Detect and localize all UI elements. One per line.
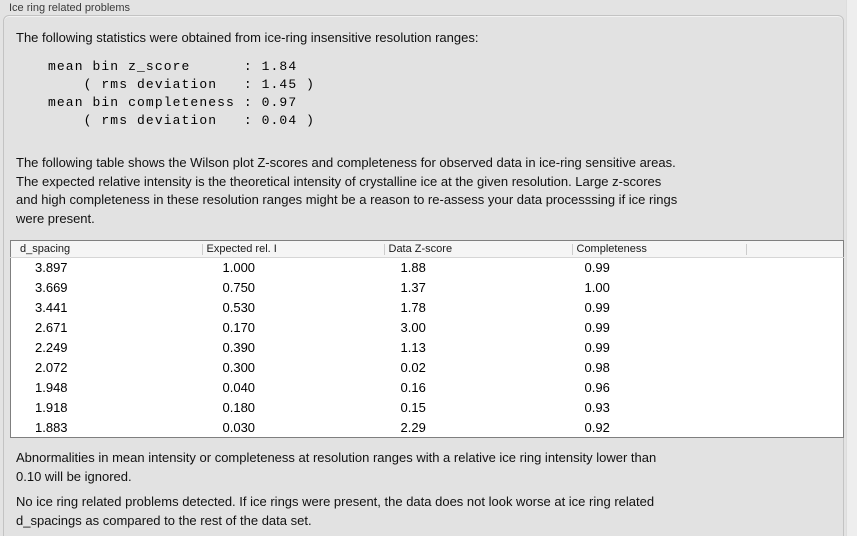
conclusion-text bbox=[16, 493, 654, 530]
table-body bbox=[11, 258, 844, 438]
table-cell-filler bbox=[747, 278, 844, 298]
table-row[interactable] bbox=[11, 338, 844, 358]
table-cell: 1.918 bbox=[35, 400, 68, 415]
text-line: were present. bbox=[16, 210, 95, 226]
text-line: No ice ring related problems detected. If ice rings were present, the data does not look worse at ice ring related bbox=[16, 494, 655, 509]
table-cell: 0.96 bbox=[584, 380, 610, 395]
table-cell: 1.78 bbox=[400, 300, 426, 315]
table-cell: 1.00 bbox=[584, 280, 610, 295]
intro-text: The following statistics were obtained from ice-ring insensitive resolution ranges: bbox=[16, 30, 479, 45]
table-cell: 0.98 bbox=[584, 360, 610, 375]
table-row[interactable] bbox=[11, 358, 844, 378]
table-row[interactable] bbox=[11, 258, 844, 278]
text-line: and high completeness in these resolution ranges might be a reason to re-assess your data processsing if ice rings bbox=[16, 192, 678, 207]
table-cell: 0.99 bbox=[584, 340, 610, 355]
column-header-expected-rel-i[interactable]: Expected rel. I bbox=[203, 241, 385, 258]
table-cell: 0.040 bbox=[222, 380, 256, 395]
table-cell: 0.15 bbox=[400, 400, 426, 415]
column-header-completeness[interactable]: Completeness bbox=[573, 241, 747, 258]
ignore-threshold-note bbox=[16, 449, 656, 486]
table-row[interactable] bbox=[11, 398, 844, 418]
table-cell: 0.93 bbox=[584, 400, 610, 415]
table-cell-filler bbox=[747, 338, 844, 358]
table-cell: 3.897 bbox=[35, 260, 68, 276]
text-line: mean bin completeness : 0.97 bbox=[48, 95, 298, 110]
text-line: The following table shows the Wilson plot Z-scores and completeness for observed data in ice-ring sensitive areas. bbox=[16, 155, 676, 170]
table-cell: 1.000 bbox=[222, 260, 256, 276]
column-header-filler bbox=[747, 241, 844, 258]
stats-block bbox=[48, 58, 315, 130]
ice-ring-table[interactable] bbox=[10, 240, 844, 438]
table-cell: 0.030 bbox=[222, 419, 256, 435]
table-row[interactable] bbox=[11, 378, 844, 398]
table-cell: 0.170 bbox=[222, 320, 256, 335]
text-line: ( rms deviation : 1.45 ) bbox=[48, 77, 316, 92]
text-line: 0.10 will be ignored. bbox=[16, 468, 132, 484]
table-row[interactable] bbox=[11, 318, 844, 338]
table-cell-filler bbox=[747, 258, 844, 278]
table-cell: 0.300 bbox=[222, 360, 256, 375]
table-description bbox=[16, 154, 677, 228]
table-cell: 0.180 bbox=[222, 400, 256, 415]
table-cell: 0.99 bbox=[584, 320, 610, 335]
table-row[interactable] bbox=[11, 298, 844, 318]
table-cell: 0.02 bbox=[400, 360, 426, 375]
table-cell: 2.249 bbox=[35, 340, 68, 355]
table-cell: 0.99 bbox=[584, 260, 610, 276]
column-header-d-spacing[interactable]: d_spacing bbox=[11, 241, 203, 258]
table-cell: 2.072 bbox=[35, 360, 68, 375]
table-cell: 1.13 bbox=[400, 340, 426, 355]
table-cell: 3.441 bbox=[35, 300, 68, 315]
table-row[interactable] bbox=[11, 418, 844, 438]
column-header-data-z-score[interactable]: Data Z-score bbox=[385, 241, 573, 258]
table-cell: 0.16 bbox=[400, 380, 426, 395]
table-cell: 1.948 bbox=[35, 380, 68, 395]
scrollbar-track[interactable] bbox=[846, 0, 857, 536]
table-cell: 1.88 bbox=[400, 260, 426, 276]
table-cell: 0.530 bbox=[222, 300, 256, 315]
table-cell: 1.37 bbox=[400, 280, 426, 295]
table-cell-filler bbox=[747, 298, 844, 318]
table-cell: 0.750 bbox=[222, 280, 256, 295]
table-cell-filler bbox=[747, 398, 844, 418]
table-cell: 3.00 bbox=[400, 320, 426, 335]
table-cell-filler bbox=[747, 318, 844, 338]
text-line: d_spacings as compared to the rest of the data set. bbox=[16, 512, 312, 528]
table-cell: 2.29 bbox=[400, 419, 426, 435]
text-line: ( rms deviation : 0.04 ) bbox=[48, 113, 316, 128]
panel-title: Ice ring related problems bbox=[9, 2, 131, 14]
table-cell: 0.99 bbox=[584, 300, 610, 315]
table-row[interactable] bbox=[11, 278, 844, 298]
table-cell: 3.669 bbox=[35, 280, 68, 295]
table-cell: 1.883 bbox=[35, 419, 68, 435]
table-header-row[interactable] bbox=[11, 241, 844, 258]
text-line: The expected relative intensity is the theoretical intensity of crystalline ice at the given resolution. Large z-scores bbox=[16, 173, 662, 189]
table-cell: 0.390 bbox=[222, 340, 256, 355]
table-cell-filler bbox=[747, 358, 844, 378]
table-cell: 2.671 bbox=[35, 320, 68, 335]
table-cell: 0.92 bbox=[584, 419, 610, 435]
table-cell-filler bbox=[747, 418, 844, 438]
table-cell-filler bbox=[747, 378, 844, 398]
text-line: Abnormalities in mean intensity or completeness at resolution ranges with a relative ice ring intensity lower than bbox=[16, 450, 657, 465]
text-line: mean bin z_score : 1.84 bbox=[48, 59, 298, 74]
